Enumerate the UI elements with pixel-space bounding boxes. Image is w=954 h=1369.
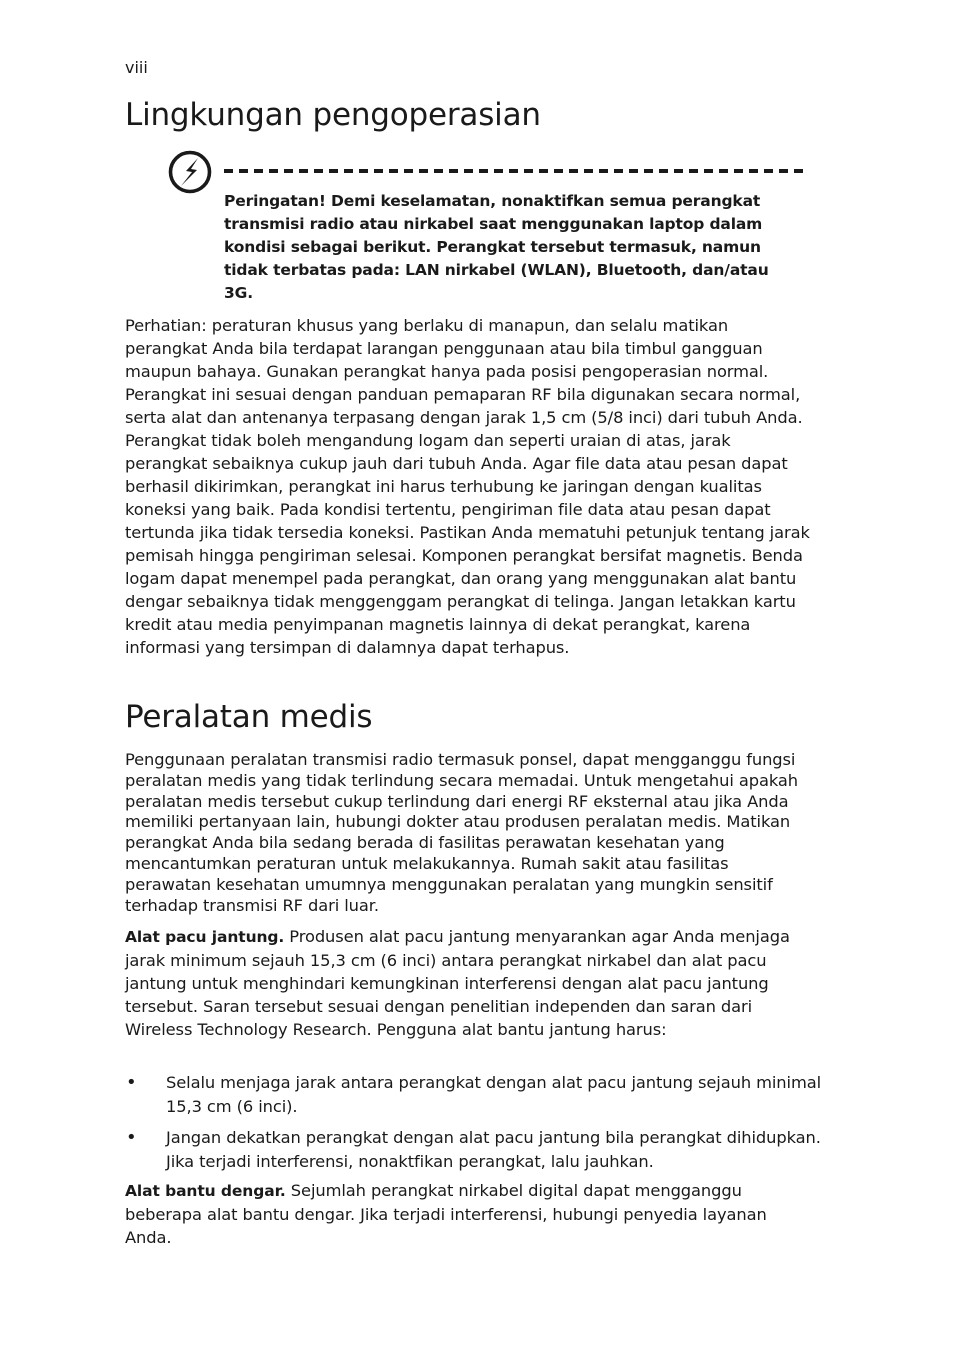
list-item-text: Selalu menjaga jarak antara perangkat dengan alat pacu jantung sejauh minimal 15,3 cm (6 inci). (166, 1073, 822, 1116)
pacemaker-text: Produsen alat pacu jantung menyarankan agar Anda menjaga jarak minimum sejauh 15,3 cm (6 inci) antara perangkat nirkabel dan alat pacu jantung untuk menghindari kemungkinan interferensi dengan alat pacu jantung tersebut. Saran tersebut sesuai dengan penelitian independen dan saran dari Wireless Technology Research. Pengguna alat bantu jantung harus: (125, 927, 790, 1039)
section-title-operating-environment: Lingkungan pengoperasian (125, 97, 541, 133)
bullet-icon: • (126, 1127, 137, 1148)
warning-text: Peringatan! Demi keselamatan, nonaktifkan semua perangkat transmisi radio atau nirkabel saat menggunakan laptop dalam kondisi sebagai berikut. Perangkat tersebut termasuk, namun tidak terbatas pada: LAN nirkabel (WLAN), Bluetooth, dan/atau 3G. (224, 192, 769, 302)
warning-divider (224, 169, 809, 173)
bullet-icon: • (126, 1072, 137, 1093)
list-item-text: Jangan dekatkan perangkat dengan alat pacu jantung bila perangkat dihidupkan. Jika terjadi interferensi, nonaktfikan perangkat, lalu jauhkan. (166, 1128, 821, 1171)
pacemaker-bullet-list (125, 1071, 825, 1181)
page-number: viii (125, 58, 148, 77)
medical-devices-intro: Penggunaan peralatan transmisi radio termasuk ponsel, dapat mengganggu fungsi peralatan medis yang tidak terlindung secara memadai. Untuk mengetahui apakah peralatan medis tersebut cukup terlindung dari energi RF eksternal atau jika Anda memiliki pertanyaan lain, hubungi dokter atau produsen peralatan medis. Matikan perangkat Anda bila sedang berada di fasilitas perawatan kesehatan yang mencantumkan peraturan untuk melakukannya. Rumah sakit atau fasilitas perawatan kesehatan umumnya menggunakan peralatan yang mungkin sensitif terhadap transmisi RF dari luar. (125, 750, 798, 915)
list-item (125, 1071, 825, 1119)
pacemaker-paragraph (125, 925, 815, 1041)
hearing-aid-paragraph (125, 1179, 815, 1249)
hearing-aid-text: Sejumlah perangkat nirkabel digital dapat mengganggu beberapa alat bantu dengar. Jika terjadi interferensi, hubungi penyedia layanan Anda. (125, 1181, 767, 1247)
section-title-medical-devices: Peralatan medis (125, 699, 373, 735)
hearing-aid-lead: Alat bantu dengar. (125, 1182, 286, 1200)
operating-environment-body: Perhatian: peraturan khusus yang berlaku di manapun, dan selalu matikan perangkat Anda bila terdapat larangan penggunaan atau bila timbul gangguan maupun bahaya. Gunakan perangkat hanya pada posisi pengoperasian normal. Perangkat ini sesuai dengan panduan pemaparan RF bila digunakan secara normal, serta alat dan antenanya terpasang dengan jarak 1,5 cm (5/8 inci) dari tubuh Anda. Perangkat tidak boleh mengandung logam dan seperti uraian di atas, jarak perangkat sebaiknya cukup jauh dari tubuh Anda. Agar file data atau pesan dapat berhasil dikirimkan, perangkat ini harus terhubung ke jaringan dengan kualitas koneksi yang baik. Pada kondisi tertentu, pengiriman file data atau pesan dapat tertunda jika tidak tersedia koneksi. Pastikan Anda mematuhi petunjuk tentang jarak pemisah hingga pengiriman selesai. Komponen perangkat bersifat magnetis. Benda logam dapat menempel pada perangkat, dan orang yang menggunakan alat bantu dengar sebaiknya tidak menggenggam perangkat di telinga. Jangan letakkan kartu kredit atau media penyimpanan magnetis lainnya di dekat perangkat, karena informasi yang tersimpan di dalamnya dapat terhapus. (125, 316, 810, 657)
pacemaker-lead: Alat pacu jantung. (125, 928, 285, 946)
lightning-warning-icon (168, 150, 212, 194)
list-item (125, 1126, 825, 1174)
